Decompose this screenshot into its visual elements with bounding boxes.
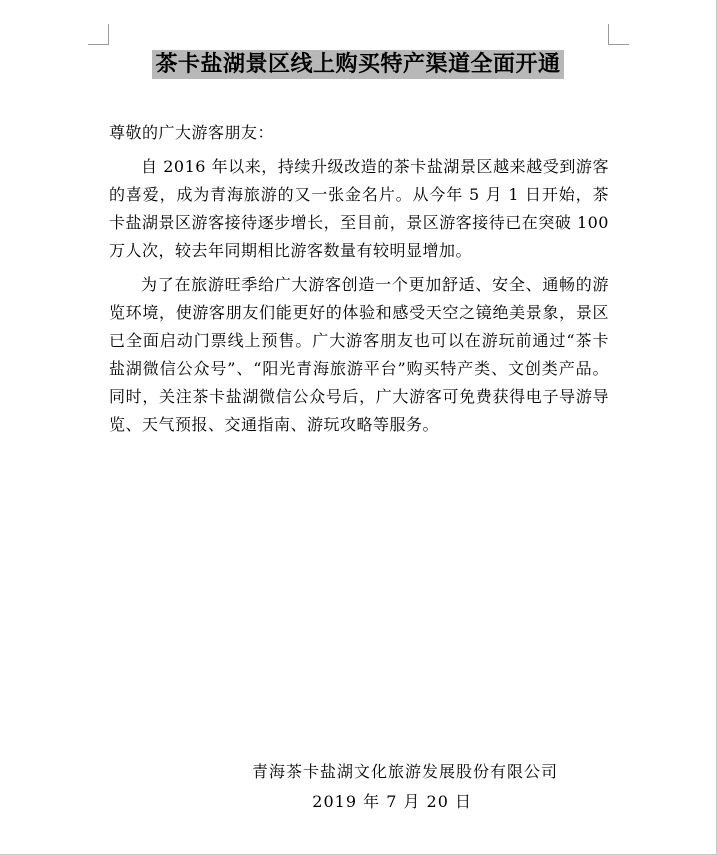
paragraph-1: 自 2016 年以来，持续升级改造的茶卡盐湖景区越来越受到游客的喜爱，成为青海旅游的又一张金名片。从今年 5 月 1 日开始，茶卡盐湖景区游客接待逐步增长，至目前，景区游客接待已在突破 100 万人次，较去年同期相比游客数量有较明显增加。 xyxy=(109,157,609,260)
document-body xyxy=(109,119,609,439)
signature-block xyxy=(200,757,600,817)
paragraph-2: 为了在旅游旺季给广大游客创造一个更加舒适、安全、通畅的游览环境，使游客朋友们能更好的体验和感受天空之镜绝美景象，景区已全面启动门票线上预售。广大游客朋友也可以在游玩前通过“茶卡盐湖微信公众号”、“阳光青海旅游平台”购买特产类、文创类产品。同时，关注茶卡盐湖微信公众号后，广大游客可免费获得电子导游导览、天气预报、交通指南、游玩攻略等服务。 xyxy=(109,275,609,434)
salutation: 尊敬的广大游客朋友： xyxy=(109,123,275,142)
signature-organization: 青海茶卡盐湖文化旅游发展股份有限公司 xyxy=(251,762,558,781)
page-corner-mark-top-right xyxy=(608,24,629,45)
document-title xyxy=(0,48,716,82)
page-corner-mark-top-left xyxy=(88,24,109,45)
document-title-text: 茶卡盐湖景区线上购买特产渠道全面开通 xyxy=(152,50,563,79)
signature-date: 2019 年 7 月 20 日 xyxy=(312,792,472,811)
